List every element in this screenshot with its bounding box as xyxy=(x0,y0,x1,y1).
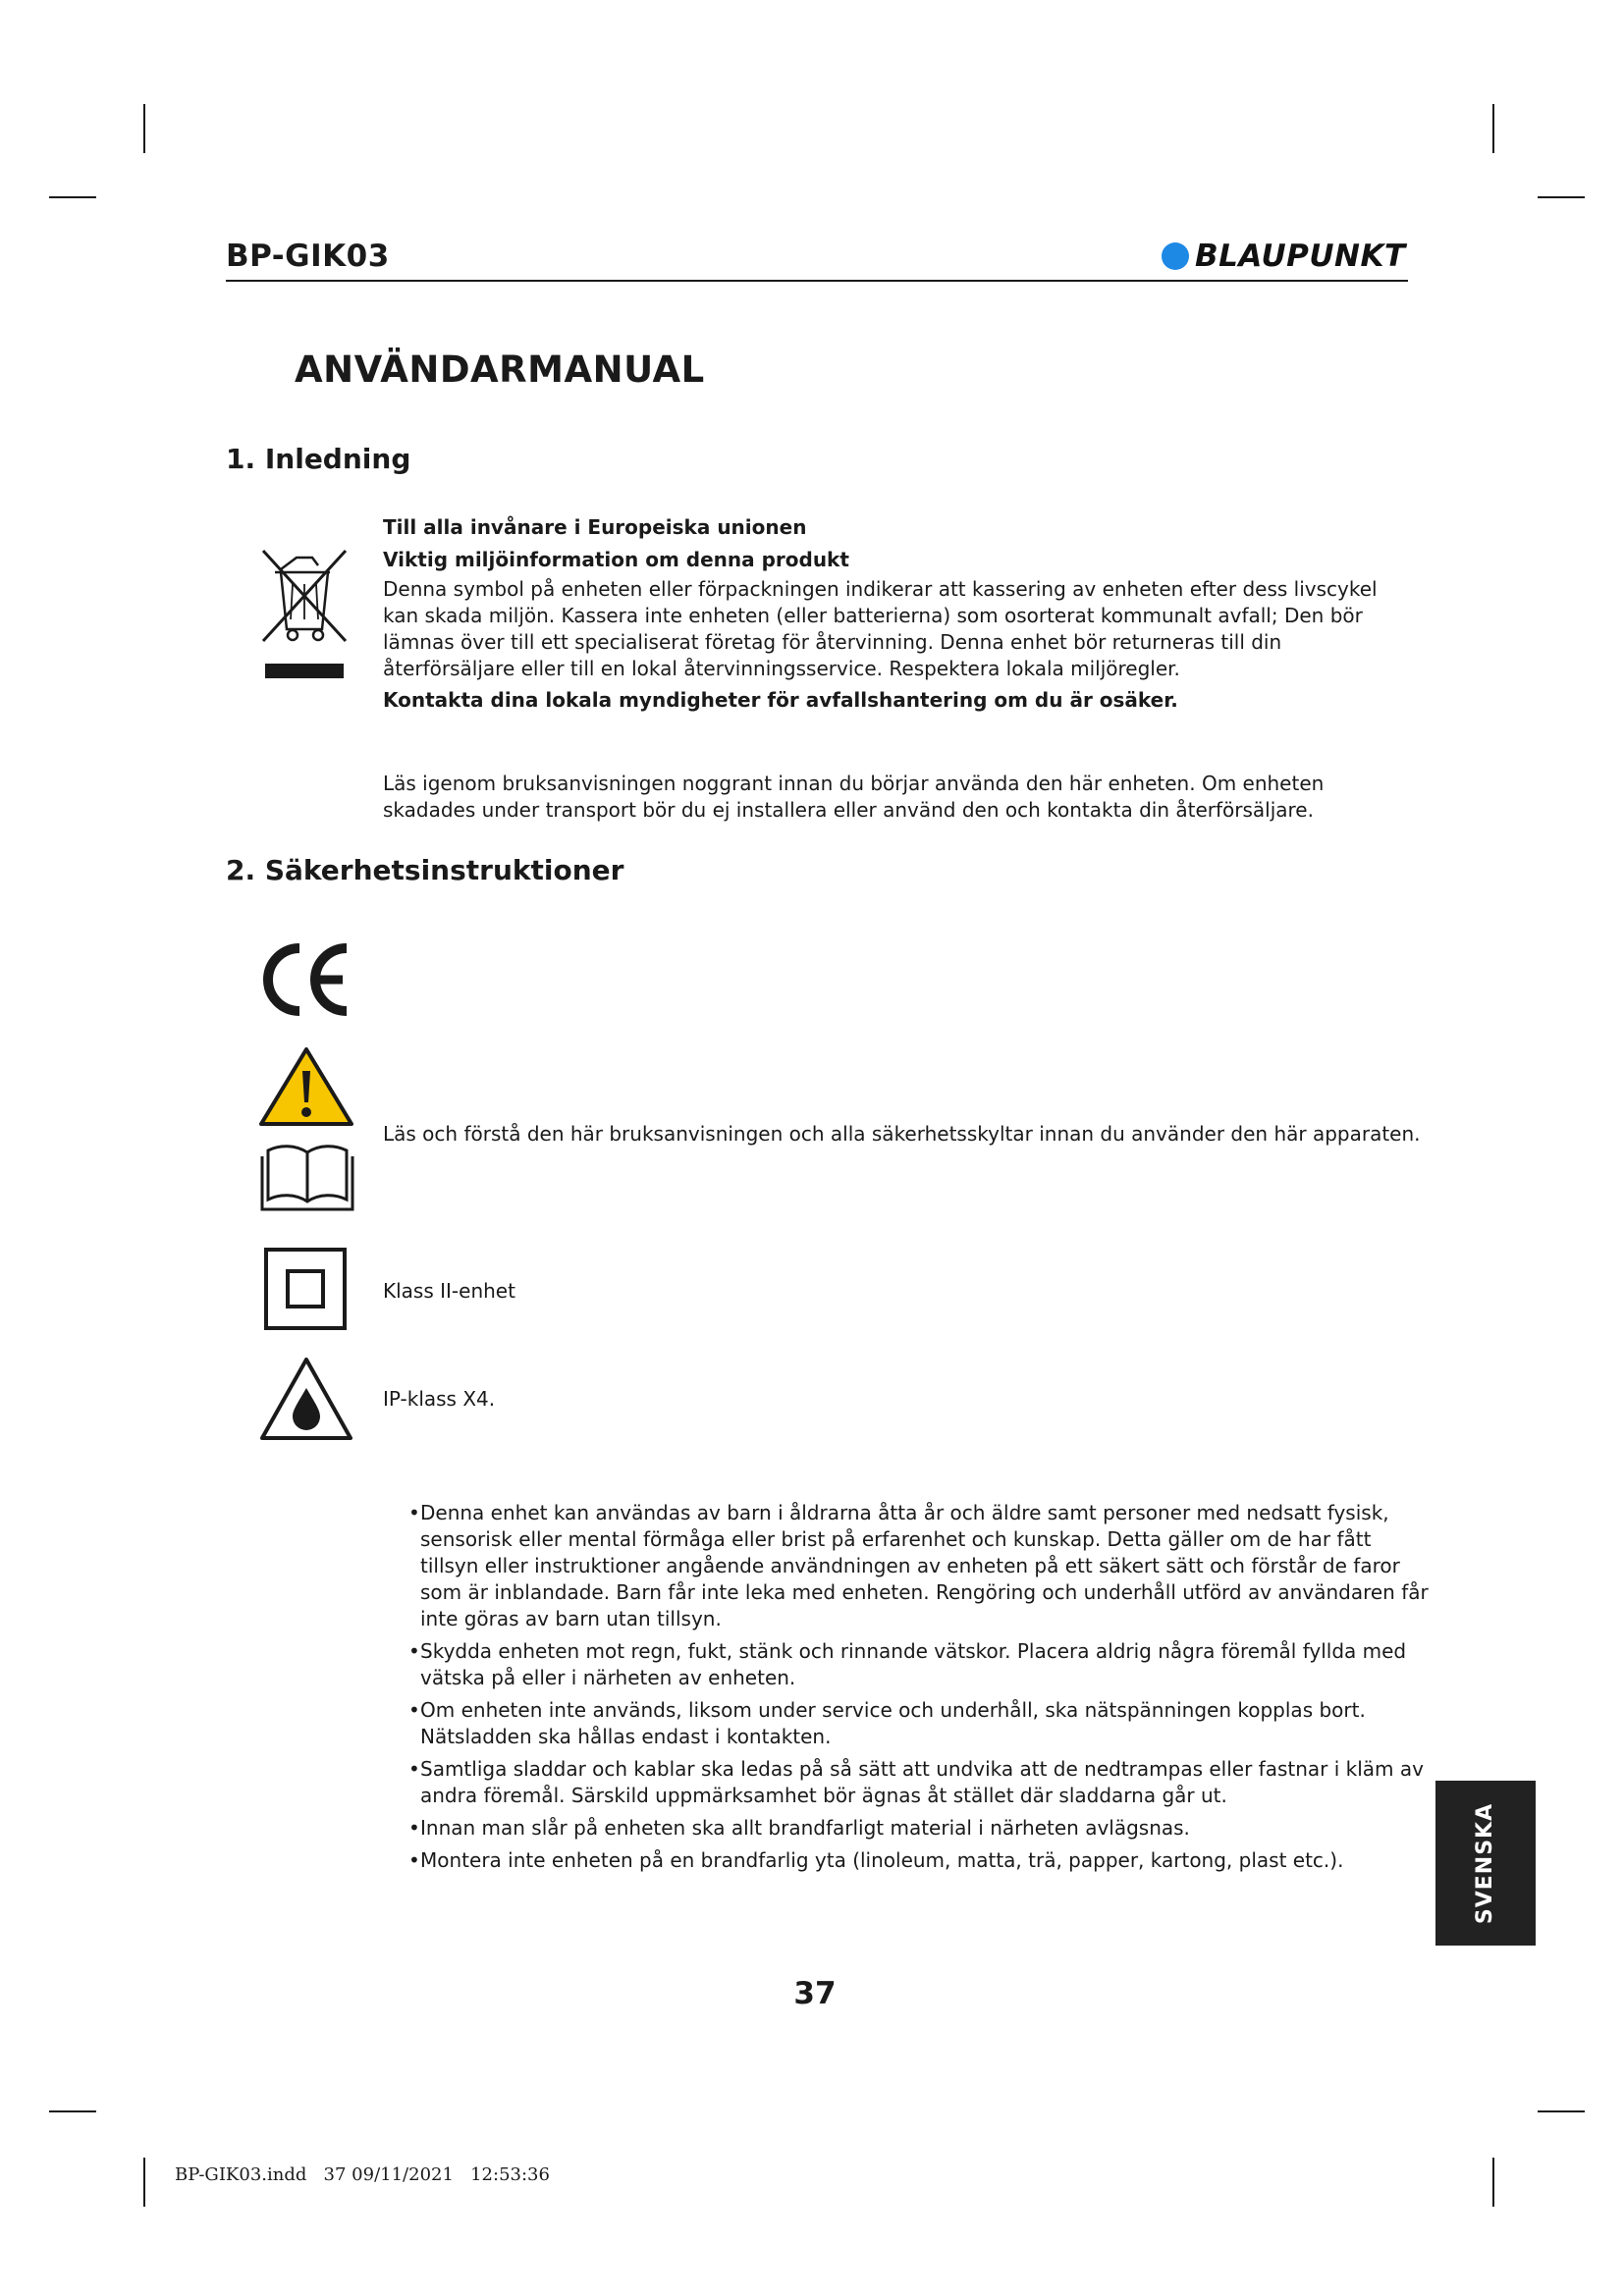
section-heading-introduction: 1. Inledning xyxy=(226,443,411,475)
brand-logo xyxy=(1162,239,1406,274)
ip-class-text: IP-klass X4. xyxy=(383,1387,496,1411)
warning-icon xyxy=(257,1045,355,1132)
brand-dot-icon xyxy=(1162,242,1189,270)
crop-mark xyxy=(1492,2158,1494,2207)
weee-bin-icon xyxy=(257,545,352,691)
safety-bullet: • Samtliga sladdar och kablar ska ledas på så sätt att undvika att de nedtrampas eller fastnar i kläm av andra föremål. Särskild uppmärksamhet bör ägnas åt stället där sladdarna går ut. xyxy=(391,1756,1432,1809)
document-title: ANVÄNDARMANUAL xyxy=(295,348,705,391)
class-ii-text: Klass II-enhet xyxy=(383,1279,515,1303)
page-number: 37 xyxy=(793,1976,837,2011)
print-slug: BP-GIK03.indd 37 09/11/2021 12:53:36 xyxy=(175,2164,550,2185)
crop-mark xyxy=(49,196,96,198)
read-manual-book-icon xyxy=(258,1139,356,1217)
notice-heading-environment: Viktig miljöinformation om denna produkt xyxy=(383,548,849,571)
ce-mark-icon xyxy=(260,940,354,1023)
safety-bullet-list xyxy=(391,1500,1432,1880)
crop-mark xyxy=(143,2158,145,2207)
crop-mark xyxy=(1492,104,1494,153)
warning-text: Läs och förstå den här bruksanvisningen och alla säkerhetsskyltar innan du använder den här apparaten. xyxy=(383,1122,1421,1146)
brand-name: BLAUPUNKT xyxy=(1195,239,1406,274)
safety-bullet: • Montera inte enheten på en brandfarlig yta (linoleum, matta, trä, papper, kartong, plast etc.). xyxy=(391,1847,1432,1874)
crop-mark xyxy=(1538,196,1585,198)
safety-bullet: • Skydda enheten mot regn, fukt, stänk och rinnande vätskor. Placera aldrig några föremål fyllda med vätska på eller i närheten av enheten. xyxy=(391,1638,1432,1691)
crop-mark xyxy=(1538,2110,1585,2112)
read-manual-paragraph: Läs igenom bruksanvisningen noggrant innan du börjar använda den här enheten. Om enheten skadades under transport bör du ej installera eller använd den och kontakta din återförsäljare. xyxy=(383,772,1325,822)
ip-x4-water-drop-icon xyxy=(257,1355,355,1447)
safety-bullet: • Innan man slår på enheten ska allt brandfarligt material i närheten avlägsnas. xyxy=(391,1815,1432,1842)
safety-bullet: • Denna enhet kan användas av barn i åldrarna åtta år och äldre samt personer med nedsatt fysisk, sensorisk eller mental förmåga eller brist på erfarenhet och kunskap. Detta gäller om de har fått tillsyn eller instruktioner angående användningen av enheten på ett säkert sätt och förstår de faror som är inblandade. Barn får inte leka med enheten. Rengöring och underhåll utförd av användaren får inte göras av barn utan tillsyn. xyxy=(391,1500,1432,1632)
crop-mark xyxy=(143,104,145,153)
header-rule xyxy=(226,280,1408,282)
safety-bullet: • Om enheten inte används, liksom under service och underhåll, ska nätspänningen kopplas bort. Nätsladden ska hållas endast i kontakten. xyxy=(391,1697,1432,1750)
section-heading-safety: 2. Säkerhetsinstruktioner xyxy=(226,854,624,886)
model-number: BP-GIK03 xyxy=(226,239,390,274)
language-tab xyxy=(1435,1781,1536,1946)
notice-body: Denna symbol på enheten eller förpackningen indikerar att kassering av enheten efter dess livscykel kan skada miljön. Kassera inte enheten (eller batterierna) som osorterat kommunalt avfall; Den bör lämnas över till ett specialiserat företag för återvinning. Denna enhet bör returneras till din återförsäljare eller till en lokal återvinningsservice. Respektera lokala miljöregler. xyxy=(383,577,1378,680)
language-tab-label: SVENSKA xyxy=(1473,1802,1498,1924)
notice-contact: Kontakta dina lokala myndigheter för avfallshantering om du är osäker. xyxy=(383,688,1178,712)
crop-mark xyxy=(49,2110,96,2112)
class-ii-double-insulation-icon xyxy=(263,1247,348,1335)
notice-heading-eu: Till alla invånare i Europeiska unionen xyxy=(383,515,807,539)
